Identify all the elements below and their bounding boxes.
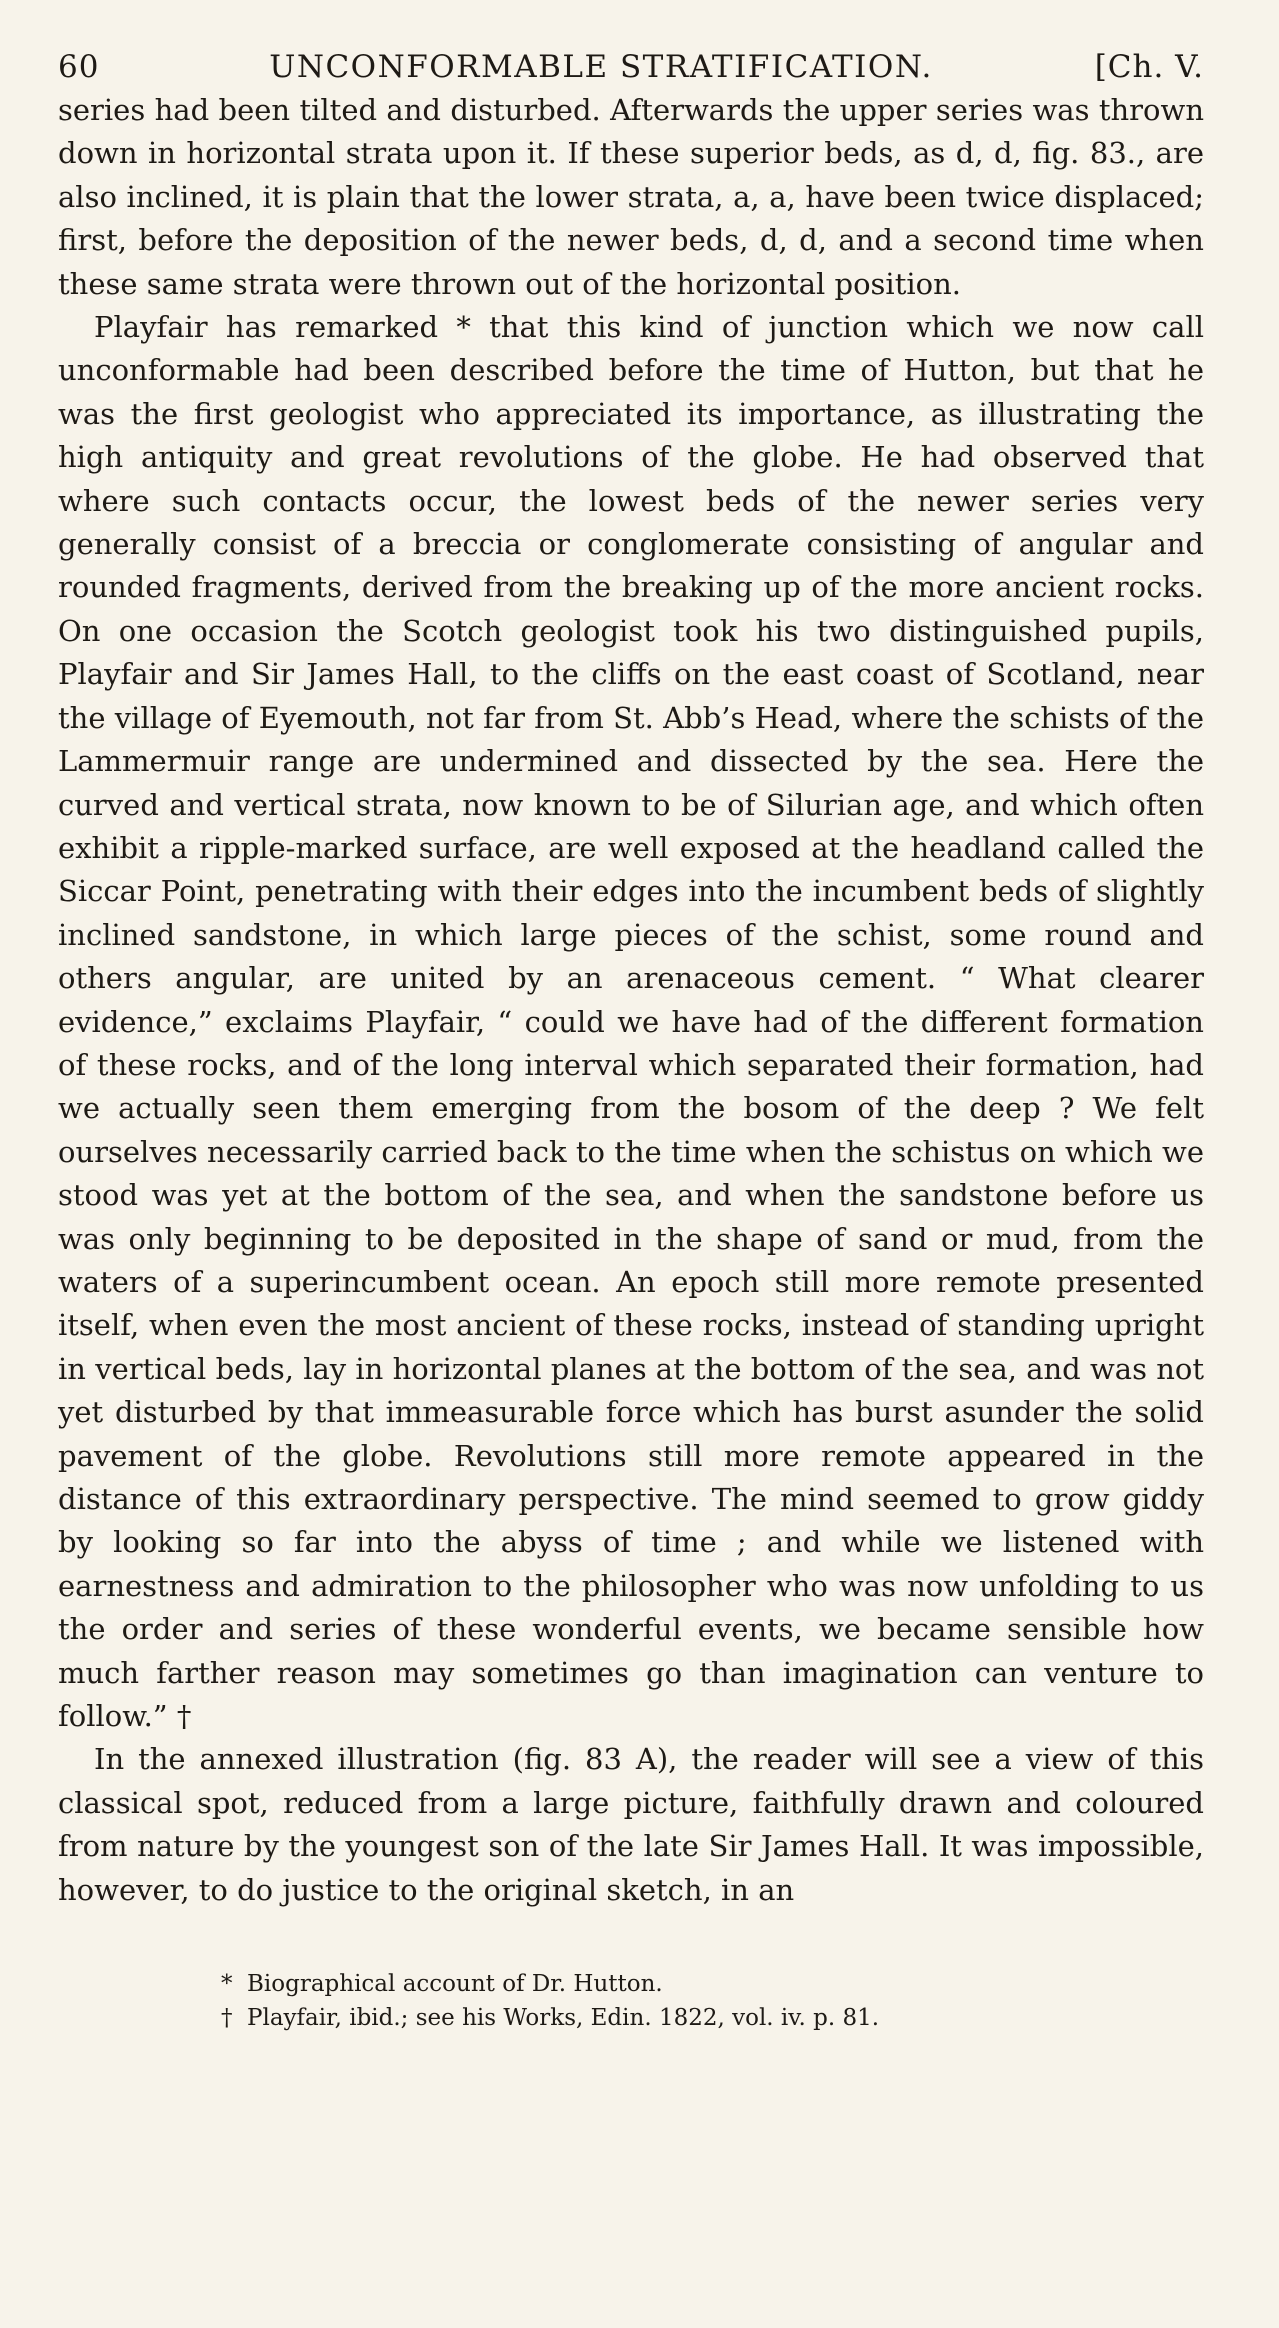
footnotes <box>58 1967 1204 2035</box>
footnote-mark: * <box>221 1971 233 1998</box>
footnote-mark: † <box>221 2005 233 2032</box>
paragraph-2: Playfair has remarked * that this kind of junction which we now call unconformable had been described before the time of Hutton, but that he was the first geologist who appreciated its importance, as illustrating the high antiquity and great revolutions of the globe. He had observed that where such contacts occur, the lowest beds of the newer series very generally consist of a breccia or conglomerate consisting of angular and rounded fragments, derived from the breaking up of the more ancient rocks. On one occasion the Scotch geologist took his two distinguished pupils, Playfair and Sir James Hall, to the cliffs on the east coast of Scotland, near the village of Eyemouth, not far from St. Abb’s Head, where the schists of the Lammermuir range are undermined and dissected by the sea. Here the curved and vertical strata, now known to be of Silurian age, and which often exhibit a ripple-marked surface, are well exposed at the headland called the Siccar Point, penetrating with their edges into the incumbent beds of slightly inclined sandstone, in which large pieces of the schist, some round and others angular, are united by an arenaceous cement. “ What clearer evidence,” exclaims Playfair, “ could we have had of the different formation of these rocks, and of the long interval which separated their formation, had we actually seen them emerging from the bosom of the deep ? We felt ourselves necessarily carried back to the time when the schistus on which we stood was yet at the bottom of the sea, and when the sandstone before us was only beginning to be deposited in the shape of sand or mud, from the waters of a superincumbent ocean. An epoch still more remote presented itself, when even the most ancient of these rocks, instead of standing upright in vertical beds, lay in horizontal planes at the bottom of the sea, and was not yet disturbed by that immeasurable force which has burst asunder the solid pavement of the globe. Revolutions still more remote appeared in the distance of this extraordinary perspective. The mind seemed to grow giddy by looking so far into the abyss of time ; and while we listened with earnestness and admiration to the philosopher who was now unfolding to us the order and series of these wonderful events, we became sensible how much farther reason may sometimes go than imagination can venture to follow.” † <box>58 310 1204 1734</box>
body-text <box>58 89 1204 1912</box>
footnote-2 <box>221 2001 1204 2035</box>
footnote-1 <box>221 1967 1204 2001</box>
footnote-text: Playfair, ibid.; see his Works, Edin. 1822, vol. iv. p. 81. <box>247 2005 880 2032</box>
running-header <box>58 45 1204 89</box>
running-title: UNCONFORMABLE STRATIFICATION. <box>269 49 933 85</box>
page-number: 60 <box>58 49 100 85</box>
footnote-text: Biographical account of Dr. Hutton. <box>247 1971 663 1998</box>
paragraph-1: series had been tilted and disturbed. Afterwards the upper series was thrown down in horizontal strata upon it. If these superior beds, as d, d, fig. 83., are also inclined, it is plain that the lower strata, a, a, have been twice displaced; first, before the deposition of the newer beds, d, d, and a second time when these same strata were thrown out of the horizontal position. <box>58 93 1204 301</box>
paragraph-3: In the annexed illustration (fig. 83 A), the reader will see a view of this classical spot, reduced from a large picture, faithfully drawn and coloured from nature by the youngest son of the late Sir James Hall. It was impossible, however, to do justice to the original sketch, in an <box>58 1742 1204 1907</box>
chapter-label: [Ch. V. <box>1094 49 1204 85</box>
